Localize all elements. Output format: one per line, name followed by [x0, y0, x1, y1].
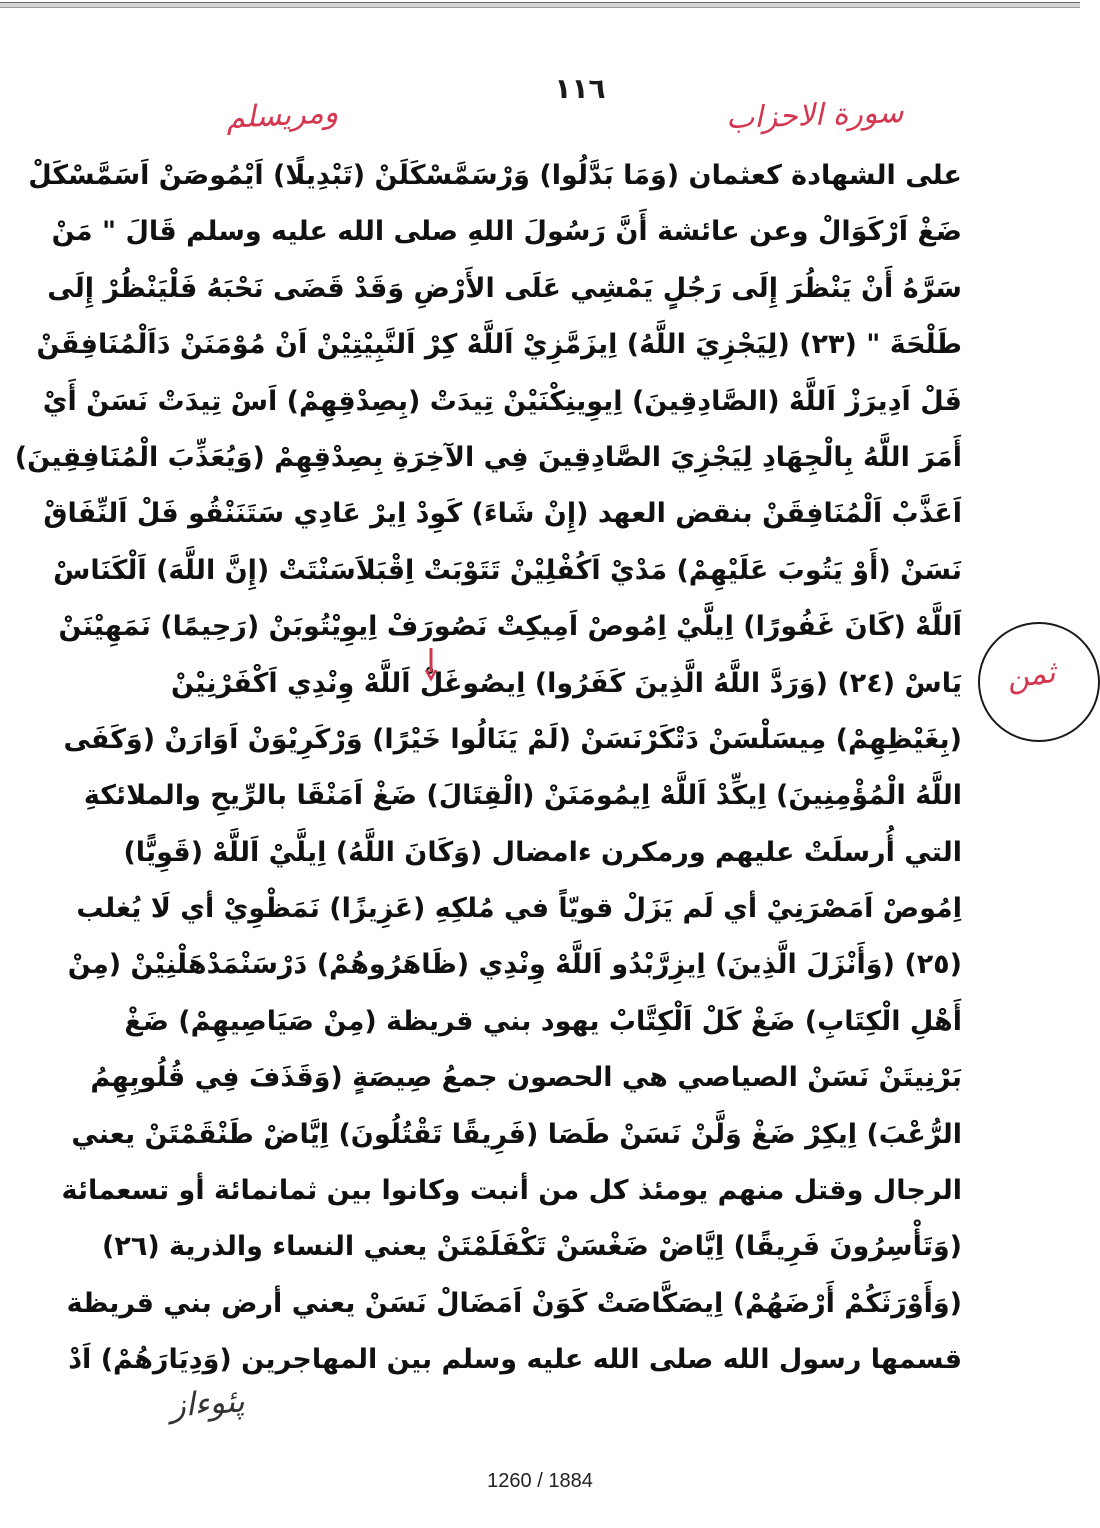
- text-line: (وَتَأْسِرُونَ فَرِيقًا) اِيَّاضْ ضَغْسَنْ تَكْفَلَمْتَنْ يعني النساء والذرية (٢٦): [102, 1231, 962, 1263]
- scan-top-edge: [0, 2, 1080, 8]
- text-line: يَاسْ (٢٤) (وَرَدَّ اللَّهُ الَّذِينَ كَفَرُوا) اِيصُوغَلْ اَللَّهْ وِنْدِي اَكْفَرْنِيْنْ: [171, 667, 962, 699]
- text-line: اِمُوصْ اَمَصْرَنِيْ أي لَم يَزَلْ قويّاً في مُلكِهِ (عَزِيزًا) نَمَظْوِيْ أي لَا يُغلب: [76, 893, 962, 925]
- handwritten-signature: پئوءاز: [168, 1381, 246, 1425]
- text-line: (بِغَيْظِهِمْ) مِيسَلْسَنْ دَتْكَرْنَسَنْ (لَمْ يَنَالُوا خَيْرًا) وَرْكَرِيْوَنْ اَوَارَنْ (وَكَفَى: [63, 723, 962, 755]
- text-line: ضَغْ اَرْكَوَالْ وعن عائشة أَنَّ رَسُولَ اللهِ صلى الله عليه وسلم قَالَ " مَنْ: [51, 216, 962, 248]
- text-line: اَللَّهْ (كَانَ غَفُورًا) اِيلَّيْ اِمُوصْ اَمِيكِتْ نَصُورَفْ اِيوِيْتُوبَنْ (رَحِيمًا) نَمَهِيْنَنْ: [58, 611, 962, 643]
- body-text: [14, 148, 962, 1389]
- text-line: قسمها رسول الله صلى الله عليه وسلم بين المهاجرين (وَدِيَارَهُمْ) اَدْ: [68, 1344, 962, 1376]
- text-line: الرجال وقتل منهم يومئذ كل من أنبت وكانوا بين ثمانمائة أو تسعمائة: [61, 1175, 962, 1207]
- text-line: التي أُرسلَتْ عليهم ورمكرن ءامضال (وَكَانَ اللَّهُ) اِيلَّيْ اَللَّهْ (قَوِيًّا): [123, 836, 962, 868]
- page-number: ١١٦: [554, 72, 606, 105]
- text-line: سَرَّهُ أَنْ يَنْظُرَ إِلَى رَجُلٍ يَمْشِي عَلَى الأَرْضِ وَقَدْ قَضَى نَحْبَهُ فَلْيَنْظُرْ إِلَى: [47, 272, 962, 304]
- text-line: أَمَرَ اللَّهُ بِالْجِهَادِ لِيَجْزِيَ الصَّادِقِينَ فِي الآخِرَةِ بِصِدْقِهِمْ (وَيُعَذِّبَ الْمُنَافِقِينَ): [14, 441, 962, 473]
- text-line: بَرْنِيتَنْ نَسَنْ الصياصي هي الحصون جمعُ صِيصَةٍ (وَقَذَفَ فِي قُلُوبِهِمُ: [90, 1062, 962, 1094]
- margin-note-surah-title: سورة الاحزاب: [725, 94, 905, 137]
- text-line: الرُّعْبَ) اِيكِرْ ضَغْ وَلَّنْ نَسَنْ طَصَا (فَرِيقًا تَقْتُلُونَ) اِيَّاضْ طَنْقَمْتَنْ يعني: [71, 1118, 962, 1150]
- text-line: اللَّهُ الْمُؤْمِنِينَ) اِيكِّدْ اَللَّهْ اِيمُومَنَنْ (الْقِتَالَ) ضَغْ اَمَنْقَا بالرِّيحِ والملائكةِ: [83, 780, 962, 812]
- text-line: نَسَنْ (أَوْ يَتُوبَ عَلَيْهِمْ) مَدْيْ اَكُفْلِيْنْ تَتَوْبَتْ اِقْبَلاَسَنْتَتْ (إِنَّ اللَّهَ) اَلْكَنَاسْ: [53, 554, 962, 586]
- circled-margin-note: ثمن: [1004, 654, 1058, 697]
- text-line: اَعَذَّبْ اَلْمُنَافِقَنْ بنقض العهد (إِنْ شَاءَ) كَوِدْ اِيرْ عَادِي سَتَنَنْقُو فَلْ اَلنِّفَاقْ: [43, 498, 962, 530]
- margin-note-top-left: ومريسلم: [225, 95, 339, 136]
- insertion-mark-icon: [423, 646, 439, 684]
- text-line: طَلْحَةَ " (٢٣) (لِيَجْزِيَ اللَّهُ) اِيزَمَّزِيْ اَللَّهْ كِرْ اَلنَّبِيْتِيْنْ اَنْ مُوْمَنَنْ دَاَلْمُنَافِقَنْ: [36, 329, 962, 361]
- text-line: (٢٥) (وَأَنْزَلَ الَّذِينَ) اِيزِرَّبْدُو اَللَّهْ وِنْدِي (ظَاهَرُوهُمْ) دَرْسَنْمَدْهَلْنِيْنْ (مِنْ: [67, 949, 962, 981]
- text-line: أَهْلِ الْكِتَابِ) ضَغْ كَلْ اَلْكِتَّابْ يهود بني قريظة (مِنْ صَيَاصِيهِمْ) ضَغْ: [124, 1005, 962, 1037]
- text-line: على الشهادة كعثمان (وَمَا بَدَّلُوا) وَرْسَمَّسْكَلَنْ (تَبْدِيلًا) اَيْمُوصَنْ اَسَمَّسْكَلْ: [28, 160, 962, 191]
- text-line: (وَأَوْرَثَكُمْ أَرْضَهُمْ) اِيصَكَّاصَتْ كَوَنْ اَمَضَالْ نَسَنْ يعني أرض بني قريظة: [66, 1287, 962, 1319]
- page-counter: 1260 / 1884: [487, 1470, 593, 1492]
- text-line: فَلْ اَدِيرَزْ اَللَّهْ (الصَّادِقِينَ) اِيوِينِكْنَيْنْ تِيدَتْ (بِصِدْقِهِمْ) اَسْ تِيدَتْ نَسَنْ أَيْ: [42, 385, 962, 417]
